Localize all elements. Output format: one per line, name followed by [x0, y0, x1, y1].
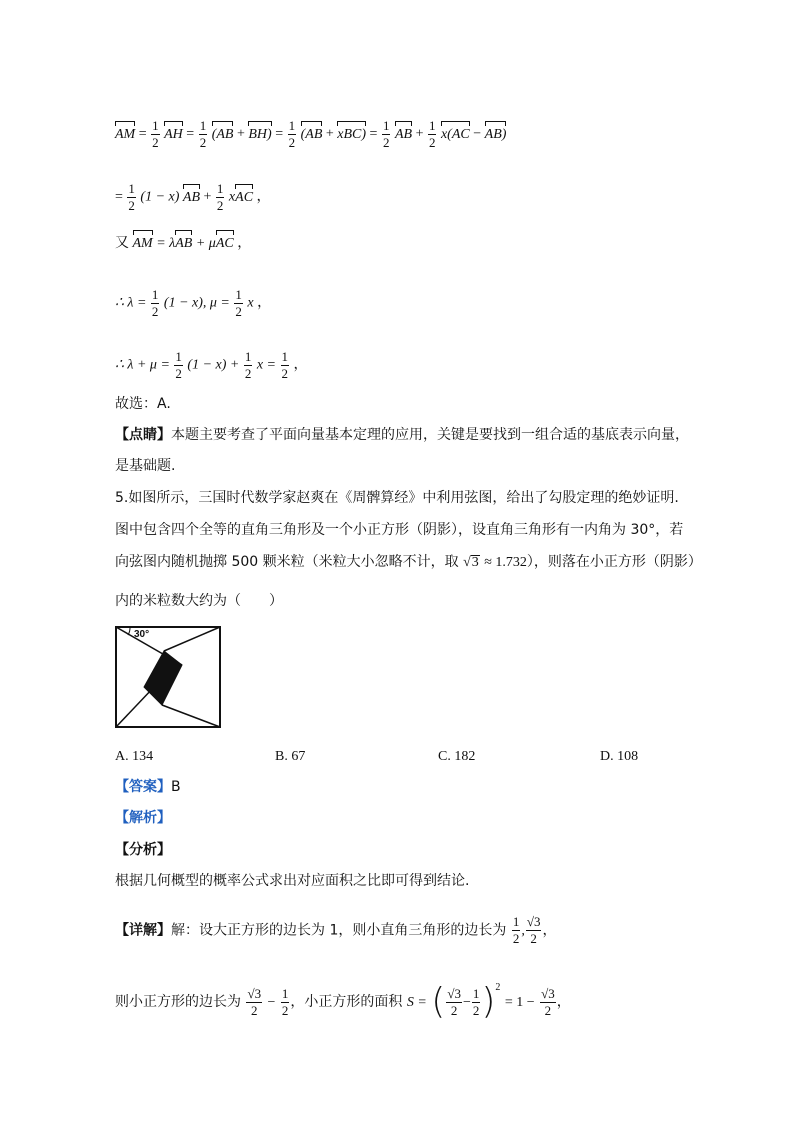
vector-xbc: xBC): [337, 126, 367, 142]
question-line-1: 5.如图所示，三国时代数学家赵爽在《周髀算经》中利用弦图，给出了勾股定理的绝妙证明.: [115, 490, 679, 506]
vector-ab: (AB: [300, 126, 323, 142]
equation-line-3: [115, 236, 251, 251]
punct: ，: [293, 356, 308, 373]
fraction-one-half: $\frac{1}{2}$: [472, 985, 480, 1018]
option-d: D. 108: [600, 749, 639, 764]
equation-line-5: [115, 349, 308, 382]
question-text-a: 向弦图内随机抛掷 500 颗米粒（米粒大小忽略不计，取: [115, 554, 459, 570]
fraction-half: $\frac{1}{2}$: [152, 118, 159, 150]
approx-value: ≈ 1.732: [484, 555, 527, 570]
exponent-2: 2: [495, 982, 501, 994]
answer-value: B: [171, 779, 181, 795]
lambda-def: ∴ λ =: [115, 295, 147, 311]
fraction-sqrt3-half: $\frac{√3}{2}$: [247, 985, 262, 1018]
fraction-half: $\frac{1}{2}$: [288, 118, 296, 150]
angle-arc: [128, 627, 130, 635]
fraction-half: $\frac{1}{2}$: [128, 181, 135, 213]
prefix-you: 又: [115, 235, 129, 251]
detail-text-1: 解：设大正方形的边长为 1，则小直角三角形的边长为: [171, 922, 507, 939]
analysis-tag: 【解析】: [115, 810, 171, 826]
fraction-one-half: $\frac{1}{2}$: [512, 914, 520, 946]
vector-ac: AC: [235, 189, 254, 205]
answer-choice-line: 故选：A.: [115, 396, 171, 412]
detail-text-2: 则小正方形的边长为: [115, 994, 241, 1010]
fraction-half: $\frac{1}{2}$: [216, 181, 224, 213]
fraction-sqrt3-half: $\frac{√3}{2}$: [541, 985, 555, 1018]
sum-def: ∴ λ + μ =: [115, 357, 170, 373]
vector-ab: AB: [182, 189, 201, 205]
vector-ab: AB: [175, 236, 193, 251]
fraction-half: $\frac{1}{2}$: [235, 287, 242, 319]
term-one-minus-x: (1 − x): [140, 189, 180, 205]
comment-text: 本题主要考查了平面向量基本定理的应用，关键是要找到一组合适的基底表示向量，: [171, 427, 689, 443]
zhao-shuang-diagram: [114, 625, 222, 729]
vector-am: AM: [115, 126, 136, 142]
option-a: A. 134: [115, 749, 154, 764]
triangle-edge-2: [164, 627, 220, 651]
fraction-half: $\frac{1}{2}$: [382, 118, 390, 150]
vector-ab: AB: [394, 126, 413, 142]
triangle-edge-3: [162, 705, 220, 727]
fraction-one-half: $\frac{1}{2}$: [281, 985, 289, 1018]
triangle-edge-4: [116, 687, 154, 727]
detail-line-1: [115, 914, 556, 947]
answer-tag: 【答案】: [115, 779, 171, 795]
sqrt-three: √3: [463, 555, 479, 570]
detail-tag: 【详解】: [115, 922, 171, 939]
fraction-half: $\frac{1}{2}$: [281, 349, 289, 381]
var-x: x: [228, 189, 236, 205]
punct: ，: [556, 994, 571, 1010]
fenxi-text: 根据几何概型的概率公式求出对应面积之比即可得到结论.: [115, 873, 470, 889]
shaded-small-square: [144, 651, 182, 705]
sum-mid: (1 − x) +: [187, 357, 240, 373]
eq-one-minus: = 1 −: [504, 995, 535, 1010]
equation-line-4: [115, 287, 271, 320]
option-b: B. 67: [275, 749, 306, 764]
fraction-half: $\frac{1}{2}$: [428, 118, 436, 150]
fraction-sqrt3-half: $\frac{√3}{2}$: [447, 985, 461, 1018]
vector-ac: x(AC: [440, 126, 470, 142]
comma: ,: [521, 923, 525, 939]
comment-line-1: [115, 428, 689, 442]
minus-sign: −: [462, 995, 471, 1010]
fraction-half: $\frac{1}{2}$: [151, 287, 159, 319]
angle-label: 30°: [134, 629, 150, 640]
question-line-2: 图中包含四个全等的直角三角形及一个小正方形（阴影），设直角三角形有一内角为 30°，若: [115, 522, 684, 538]
detail-text-3: ，小正方形的面积: [290, 994, 403, 1010]
answer-line: [115, 780, 181, 794]
vector-ab: (AB: [211, 126, 234, 142]
eq-lambda: = λ: [156, 236, 176, 251]
punct: ，: [257, 294, 272, 311]
punct: ，: [237, 235, 252, 251]
right-paren: ): [481, 981, 496, 1022]
area-S: S =: [406, 995, 427, 1010]
punct: ，: [542, 922, 557, 939]
minus-sign: −: [267, 995, 276, 1010]
option-c: C. 182: [438, 749, 476, 764]
mu-def: (1 − x), μ =: [163, 295, 230, 311]
left-paren: (: [431, 981, 446, 1022]
equation-line-2: = $\frac{1}{2}$ (1 − x) AB + $\frac{1}{2}$ xAC ，: [115, 181, 271, 213]
fraction-half: $\frac{1}{2}$: [199, 118, 207, 150]
fenxi-tag: 【分析】: [115, 842, 171, 858]
detail-line-2: [115, 981, 571, 1022]
fraction-half: $\frac{1}{2}$: [244, 349, 252, 381]
comment-tag: 【点睛】: [115, 427, 171, 443]
question-line-3: [115, 555, 702, 570]
question-text-b: ），则落在小正方形（阴影）: [526, 554, 702, 570]
equation-line-1: AM = $\frac{1}{2}$ AH = $\frac{1}{2}$ (AB + BH) = $\frac{1}{2}$ (AB + xBC) = $\frac{1}{2}$ AB + $\frac{1}{2}$ x(AC − AB): [115, 118, 507, 150]
vector-ac: AC: [215, 236, 234, 251]
fraction-sqrt3-half: $\frac{√3}{2}$: [526, 914, 541, 946]
punct: ，: [256, 188, 271, 205]
comment-line-2: 是基础题.: [115, 458, 176, 474]
sum-x: x =: [256, 357, 277, 373]
vector-ah: AH: [164, 126, 183, 142]
fraction-half: $\frac{1}{2}$: [175, 349, 182, 381]
vector-ab: AB): [484, 126, 507, 142]
var-x: x: [247, 295, 254, 311]
vector-am: AM: [132, 236, 153, 251]
vector-bh: BH): [248, 126, 272, 142]
question-line-4: 内的米粒数大约为（ ）: [115, 593, 283, 609]
plus-mu: + μ: [195, 236, 216, 251]
